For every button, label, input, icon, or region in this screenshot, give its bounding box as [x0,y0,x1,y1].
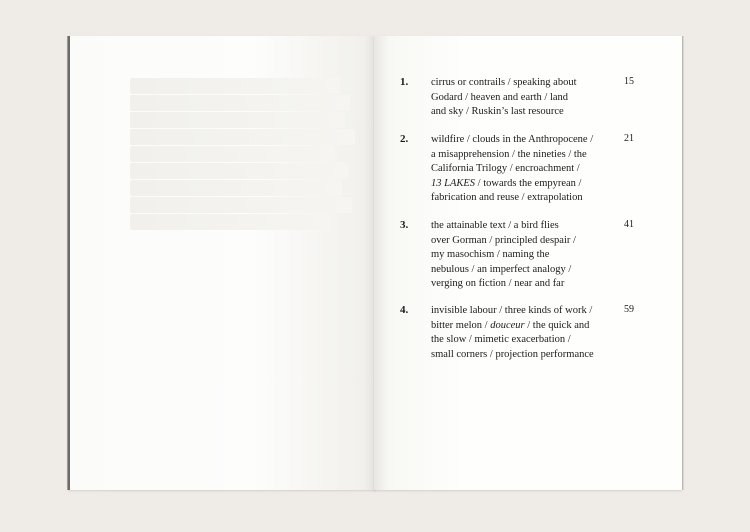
page-number: 41 [624,219,634,230]
topic-text: / the quick and [524,319,590,331]
topic-text: bitter melon / [431,319,491,331]
show-through-text [130,78,360,231]
topic-text: small corners / projection performance [431,348,594,360]
topic-text: over Gorman / principled despair / [431,234,576,246]
topic-text: wildfire / clouds in the Anthropocene / [431,134,594,145]
chapter-topics [431,304,611,362]
topic-text: cirrus or contrails / speaking about [431,77,577,88]
chapter-topics [431,219,611,292]
topic-line [431,263,611,278]
left-page [68,36,376,490]
topic-line [431,177,611,192]
topic-line [431,248,611,263]
italic-title: douceur [490,319,525,331]
topic-text: the attainable text / a bird flies [431,220,559,231]
page-number: 21 [624,133,634,144]
topic-line [431,162,611,177]
chapter-number: 3. [400,219,409,231]
chapter-topics [431,76,611,120]
chapter-number: 1. [400,76,409,88]
chapter-number: 2. [400,133,409,145]
topic-line [431,319,611,334]
topic-line [431,91,611,106]
topic-text: and sky / Ruskin’s last resource [431,106,564,118]
topic-text: verging on fiction / near and far [431,278,565,290]
topic-text: Godard / heaven and earth / land [431,91,569,103]
topic-line [431,277,611,292]
topic-line [431,234,611,249]
open-book [68,36,682,490]
topic-line [431,76,611,91]
topic-line [431,219,611,234]
topic-line [431,348,611,363]
topic-text: fabrication and reuse / extrapolation [431,192,583,204]
page-number: 59 [624,304,634,315]
topic-line [431,133,611,148]
topic-text: / towards the empyrean / [475,177,582,189]
topic-line [431,148,611,163]
page-number: 15 [624,76,634,87]
topic-text: invisible labour / three kinds of work / [431,305,593,316]
topic-line [431,105,611,120]
chapter-number: 4. [400,304,409,316]
topic-text: the slow / mimetic exacerbation / [431,334,571,346]
topic-line [431,304,611,319]
topic-line [431,333,611,348]
chapter-topics [431,133,611,206]
topic-text: a misapprehension / the nineties / the [431,148,587,160]
topic-text: nebulous / an imperfect analogy / [431,263,572,275]
topic-text: my masochism / naming the [431,249,550,261]
topic-text: California Trilogy / encroachment / [431,163,580,175]
italic-title: 13 LAKES [431,177,476,189]
topic-line [431,191,611,206]
right-page-contents [374,36,682,490]
